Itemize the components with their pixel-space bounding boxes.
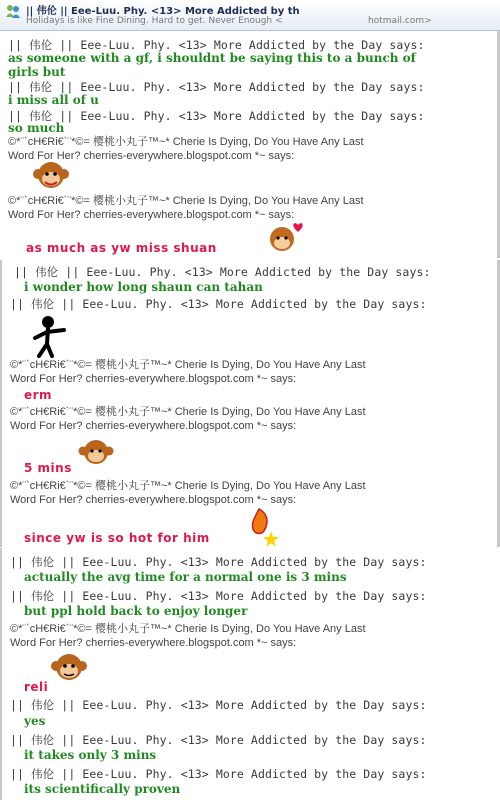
sender-name-part: ©*¨`cH€Ri€`¨*©= 樱桃小丸子™~* Cherie Is Dying, Do You Have Any Last — [10, 480, 366, 492]
sender-line: || 伟伦 || Eee-Luu. Phy. <13> More Addicted by the Day says: — [14, 265, 431, 279]
sender-name-part: ©*¨`cH€Ri€`¨*©= 樱桃小丸子™~* Cherie Is Dying, Do You Have Any Last — [10, 359, 366, 371]
sender-name-part: Word For Her? cherries-everywhere.blogspot.com *~ says: — [8, 150, 295, 162]
chat-message: yes — [24, 714, 46, 728]
chat-message: i miss all of u — [8, 93, 99, 107]
sender-line: || 伟伦 || Eee-Luu. Phy. <13> More Addicted by the Day says: — [10, 767, 427, 781]
sender-name-part: ©*¨`cH€Ri€`¨*©= 樱桃小丸子™~* Cherie Is Dying, Do You Have Any Last — [8, 136, 364, 148]
stick-figure-emoticon — [30, 314, 70, 358]
flame-star-emoticon — [245, 505, 281, 547]
chat-contact-name: || 伟伦 || Eee-Luu. Phy. <13> More Addicted by th — [26, 6, 300, 17]
monkey-emoticon — [48, 650, 90, 684]
sender-line — [8, 194, 498, 222]
chat-message: so much — [8, 121, 65, 135]
chat-title-bar — [0, 0, 500, 31]
chat-message: reli — [24, 680, 49, 694]
sender-name-part: Word For Her? cherries-everywhere.blogspot.com *~ says: — [8, 209, 295, 221]
chat-message: girls but — [8, 65, 66, 79]
sender-line — [10, 622, 500, 650]
personal-message: Holidays is like Fine Dining. Hard to get. Never Enough < — [26, 16, 283, 26]
chat-message: as someone with a gf, i shouldnt be saying this to a bunch of — [8, 51, 416, 65]
sender-line: || 伟伦 || Eee-Luu. Phy. <13> More Addicted by the Day says: — [8, 80, 425, 94]
chat-contact-status — [26, 16, 432, 26]
sender-line: || 伟伦 || Eee-Luu. Phy. <13> More Addicted by the Day says: — [10, 698, 427, 712]
chat-message: its scientifically proven — [24, 782, 181, 796]
sender-line — [8, 135, 498, 163]
chat-message: as much as yw miss shuan — [26, 241, 217, 255]
sender-name-part: Word For Her? cherries-everywhere.blogspot.com *~ says: — [10, 420, 297, 432]
sender-line: || 伟伦 || Eee-Luu. Phy. <13> More Addicted by the Day says: — [10, 297, 427, 311]
chat-message: erm — [24, 388, 53, 402]
sender-line: || 伟伦 || Eee-Luu. Phy. <13> More Addicted by the Day says: — [10, 733, 427, 747]
msn-buddy-icon — [4, 3, 22, 21]
sender-line: || 伟伦 || Eee-Luu. Phy. <13> More Addicted by the Day says: — [10, 589, 427, 603]
sender-name-part: ©*¨`cH€Ri€`¨*©= 樱桃小丸子™~* Cherie Is Dying, Do You Have Any Last — [10, 406, 366, 418]
sender-name-part: Word For Her? cherries-everywhere.blogspot.com *~ says: — [10, 637, 297, 649]
chat-history-panel-2 — [0, 260, 500, 547]
sender-name-part: ©*¨`cH€Ri€`¨*©= 樱桃小丸子™~* Cherie Is Dying, Do You Have Any Last — [8, 195, 364, 207]
sender-line — [10, 358, 500, 386]
chat-history-panel-1 — [0, 31, 500, 258]
monkey-emoticon — [76, 436, 116, 468]
monkey-heart-emoticon — [262, 221, 306, 255]
chat-message: actually the avg time for a normal one is 3 mins — [24, 570, 347, 584]
sender-line — [10, 479, 500, 507]
monkey-emoticon — [30, 157, 72, 193]
contact-email: hotmail.com> — [368, 16, 432, 26]
chat-message: 5 mins — [24, 461, 72, 475]
chat-message: but ppl hold back to enjoy longer — [24, 604, 248, 618]
sender-name-part: ©*¨`cH€Ri€`¨*©= 樱桃小丸子™~* Cherie Is Dying, Do You Have Any Last — [10, 623, 366, 635]
chat-message: it takes only 3 mins — [24, 748, 157, 762]
sender-name-part: Word For Her? cherries-everywhere.blogspot.com *~ says: — [10, 494, 297, 506]
chat-message: i wonder how long shaun can tahan — [24, 280, 263, 294]
sender-line: || 伟伦 || Eee-Luu. Phy. <13> More Addicted by the Day says: — [8, 109, 425, 123]
sender-line — [10, 405, 500, 433]
chat-history-panel-3 — [0, 548, 500, 800]
sender-line: || 伟伦 || Eee-Luu. Phy. <13> More Addicted by the Day says: — [8, 38, 425, 52]
sender-line: || 伟伦 || Eee-Luu. Phy. <13> More Addicted by the Day says: — [10, 555, 427, 569]
sender-name-part: Word For Her? cherries-everywhere.blogspot.com *~ says: — [10, 373, 297, 385]
chat-message: since yw is so hot for him — [24, 531, 210, 545]
